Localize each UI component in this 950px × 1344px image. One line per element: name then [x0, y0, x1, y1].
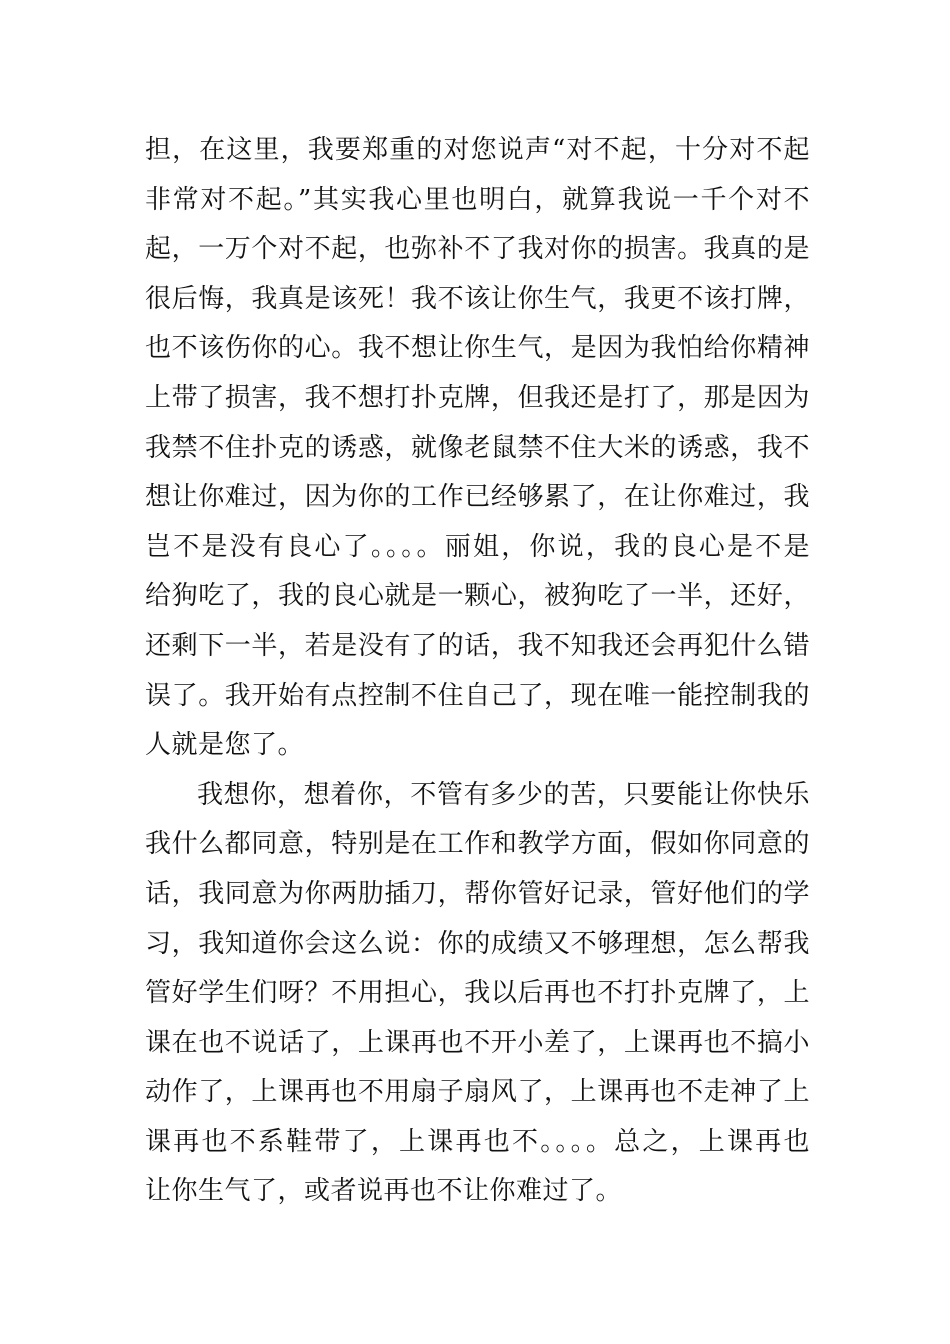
text-line: 课再也不系鞋带了，上课再也不。。。。总之，上课再也: [145, 1126, 810, 1157]
paragraph-2: [145, 771, 810, 1217]
text-line: 非常对不起。”其实我心里也明白，就算我说一千个对不: [145, 184, 810, 215]
text-line: 起，一万个对不起，也弥补不了我对你的损害。我真的是: [145, 234, 810, 265]
text-line: 我想你，想着你，不管有多少的苦，只要能让你快乐: [197, 779, 810, 810]
text-line: 话，我同意为你两肋插刀，帮你管好记录，管好他们的学: [145, 878, 810, 909]
text-line: 岂不是没有良心了。。。。丽姐，你说，我的良心是不是: [145, 531, 810, 562]
text-line: 很后悔，我真是该死！我不该让你生气，我更不该打牌，: [145, 283, 810, 314]
text-line: 动作了，上课再也不用扇子扇风了，上课再也不走神了上: [145, 1077, 810, 1108]
text-line: 我什么都同意，特别是在工作和教学方面，假如你同意的: [145, 829, 810, 860]
text-line: 上带了损害，我不想打扑克牌，但我还是打了，那是因为: [145, 382, 810, 413]
text-line: 想让你难过，因为你的工作已经够累了，在让你难过，我: [145, 482, 810, 513]
text-line: 习，我知道你会这么说：你的成绩又不够理想，怎么帮我: [145, 928, 810, 959]
text-line: 给狗吃了，我的良心就是一颗心，被狗吃了一半，还好，: [145, 581, 810, 612]
text-line: 让你生气了，或者说再也不让你难过了。: [145, 1176, 623, 1207]
paragraph-1: [145, 126, 810, 771]
text-line: 担，在这里，我要郑重的对您说声“对不起，十分对不起: [145, 135, 810, 165]
text-line: 课在也不说话了，上课再也不开小差了，上课再也不搞小: [145, 1027, 810, 1058]
text-line: 还剩下一半，若是没有了的话，我不知我还会再犯什么错: [145, 630, 810, 661]
text-line: 我禁不住扑克的诱惑，就像老鼠禁不住大米的诱惑，我不: [145, 432, 810, 463]
text-line: 管好学生们呀？不用担心，我以后再也不打扑克牌了，上: [145, 978, 810, 1009]
text-line: 人就是您了。: [145, 730, 305, 761]
text-line: 也不该伤你的心。我不想让你生气，是因为我怕给你精神: [145, 333, 810, 364]
document-body: [145, 126, 810, 1217]
text-line: 误了。我开始有点控制不住自己了，现在唯一能控制我的: [145, 680, 810, 711]
